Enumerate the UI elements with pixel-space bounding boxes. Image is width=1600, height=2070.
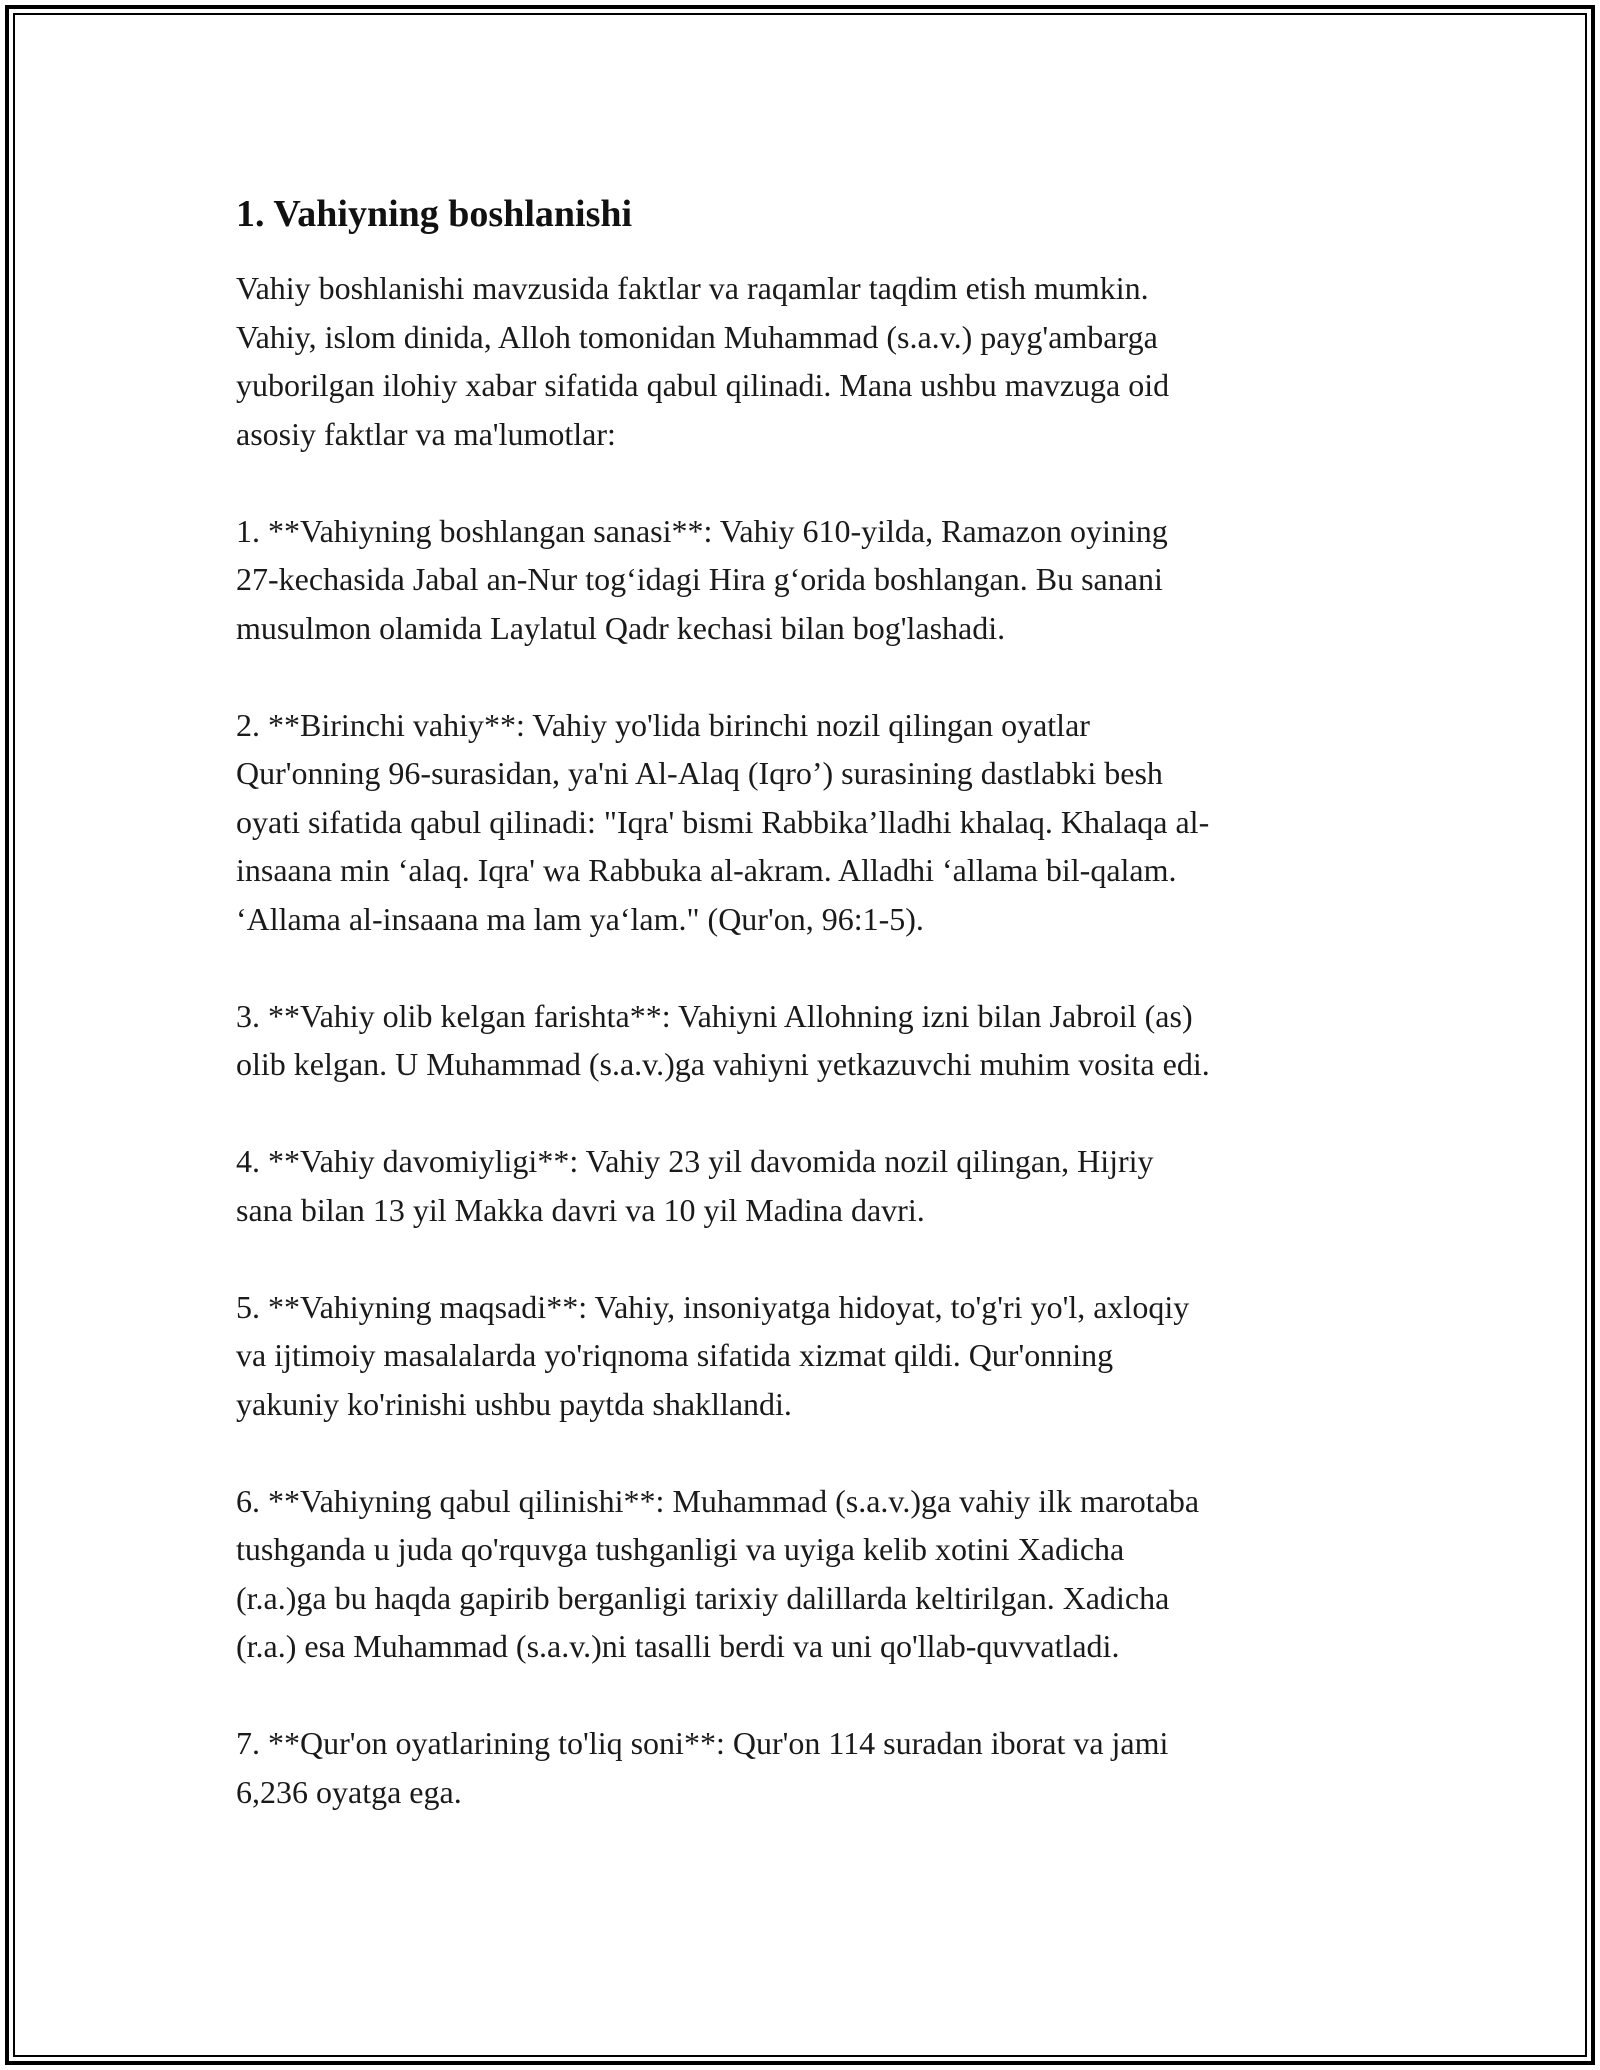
- list-item-1: 1. **Vahiyning boshlangan sanasi**: Vahiy 610-yilda, Ramazon oyining 27-kechasida Jabal an-Nur tog‘idagi Hira g‘orida boshlangan. Bu sanani musulmon olamida Laylatul Qadr kechasi bilan bog'lashadi.: [236, 512, 1168, 646]
- list-item-6: 6. **Vahiyning qabul qilinishi**: Muhammad (s.a.v.)ga vahiy ilk marotaba tushganda u juda qo'rquvga tushganligi va uyiga kelib xotini Xadicha (r.a.)ga bu haqda gapirib berganligi tarixiy dalillarda keltirilgan. Xadicha (r.a.) esa Muhammad (s.a.v.)ni tasalli berdi va uni qo'llab-quvvatladi.: [236, 1482, 1200, 1664]
- section-heading: 1. Vahiyning boshlanishi: [236, 193, 633, 235]
- list-item-7: 7. **Qur'on oyatlarining to'liq soni**: Qur'on 114 suradan iborat va jami 6,236 oyatga ega.: [236, 1725, 1169, 1810]
- document-body: [236, 186, 1366, 1816]
- list-item-4: 4. **Vahiy davomiyligi**: Vahiy 23 yil davomida nozil qilingan, Hijriy sana bilan 13 yil Makka davri va 10 yil Madina davri.: [236, 1143, 1154, 1228]
- list-item-3: 3. **Vahiy olib kelgan farishta**: Vahiyni Allohning izni bilan Jabroil (as) olib kelgan. U Muhammad (s.a.v.)ga vahiyni yetkazuvchi muhim vosita edi.: [236, 997, 1210, 1082]
- intro-paragraph: Vahiy boshlanishi mavzusida faktlar va raqamlar taqdim etish mumkin. Vahiy, islom dinida, Alloh tomonidan Muhammad (s.a.v.) payg'ambarga yuborilgan ilohiy xabar sifatida qabul qilinadi. Mana ushbu mavzuga oid asosiy faktlar va ma'lumotlar:: [236, 270, 1170, 452]
- list-item-5: 5. **Vahiyning maqsadi**: Vahiy, insoniyatga hidoyat, to'g'ri yo'l, axloqiy va ijtimoiy masalalarda yo'riqnoma sifatida xizmat qildi. Qur'onning yakuniy ko'rinishi ushbu paytda shakllandi.: [236, 1288, 1190, 1422]
- list-item-2: 2. **Birinchi vahiy**: Vahiy yo'lida birinchi nozil qilingan oyatlar Qur'onning 96-surasidan, ya'ni Al-Alaq (Iqro’) surasining dastlabki besh oyati sifatida qabul qilinadi: "Iqra' bismi Rabbika’lladhi khalaq. Khalaqa al- insaana min ‘alaq. Iqra' wa Rabbuka al-akram. Alladhi ‘allama bil-qalam. ‘Allama al-insaana ma lam ya‘lam." (Qur'on, 96:1-5).: [236, 706, 1210, 937]
